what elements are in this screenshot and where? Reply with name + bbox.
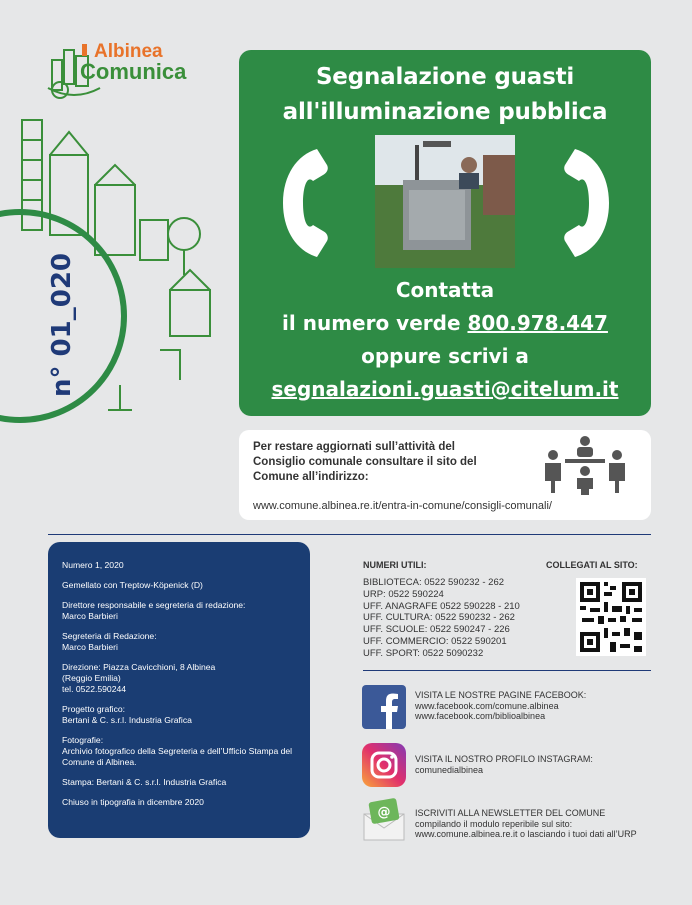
- photos-text: Archivio fotografico della Segreteria e dell’Ufficio Stampa del Comune di Albinea.: [62, 746, 293, 767]
- council-url-link[interactable]: www.comune.albinea.re.it/entra-in-comune/consigli-comunali/: [253, 500, 552, 512]
- useful-numbers-title: NUMERI UTILI:: [363, 560, 427, 570]
- graphics-name: Bertani & C. s.r.l. Industria Grafica: [62, 715, 192, 725]
- instagram-block: [415, 754, 593, 775]
- facebook-title: VISITA LE NOSTRE PAGINE FACEBOOK:: [415, 690, 587, 700]
- facebook-icon[interactable]: [362, 685, 406, 729]
- contact-line3: oppure scrivi a: [361, 344, 529, 368]
- newsletter-title: ISCRIVITI ALLA NEWSLETTER DEL COMUNE: [415, 808, 606, 818]
- instagram-icon[interactable]: [362, 743, 406, 787]
- colophon-box: [48, 542, 310, 838]
- logo-line2: Comunica: [80, 59, 187, 84]
- colophon-print: Stampa: Bertani & C. s.r.l. Industria Grafica: [62, 777, 227, 787]
- number-item: UFF. COMMERCIO: 0522 590201: [363, 635, 507, 647]
- newsletter-email-icon[interactable]: [360, 798, 408, 844]
- banner-title: [239, 60, 651, 130]
- banner-title-line1: Segnalazione guasti: [315, 64, 575, 90]
- number-item: URP: 0522 590224: [363, 588, 444, 600]
- svg-text:@: @: [377, 805, 391, 820]
- director-name: Marco Barbieri: [62, 611, 118, 621]
- facebook-block: [415, 690, 586, 722]
- streetlight-fault-banner: [239, 50, 651, 416]
- council-info-text: Per restare aggiornati sull’attività del Consiglio comunale consultare il sito del Comune all’indirizzo:: [253, 441, 477, 483]
- graphics-label: Progetto grafico:: [62, 704, 126, 714]
- colophon-director: [62, 600, 302, 622]
- contact-line1: Contatta: [395, 278, 495, 302]
- secretary-name: Marco Barbieri: [62, 642, 118, 652]
- colophon-closed: Chiuso in tipografia in dicembre 2020: [62, 797, 204, 807]
- colophon-secretary: [62, 631, 302, 653]
- issue-number: n° 01_020: [47, 253, 77, 398]
- newsletter-line1: compilando il modulo reperibile sul sito:: [415, 818, 573, 829]
- colophon-issue: Numero 1, 2020: [62, 560, 124, 570]
- site-link-title: COLLEGATI AL SITO:: [546, 560, 638, 570]
- colophon-twinned: Gemellato con Treptow-Köpenick (D): [62, 580, 203, 590]
- logo-line1: Albinea: [94, 41, 163, 62]
- newsletter-block: [415, 808, 637, 840]
- instagram-link[interactable]: comunedialbinea: [415, 764, 484, 775]
- instagram-title: VISITA IL NOSTRO PROFILO INSTAGRAM:: [415, 754, 593, 764]
- number-item: UFF. CULTURA: 0522 590232 - 262: [363, 612, 515, 624]
- photos-label: Fotografie:: [62, 735, 104, 745]
- contact-block: [239, 274, 651, 406]
- number-item: UFF. SPORT: 0522 5090232: [363, 647, 484, 659]
- divider: [363, 670, 651, 671]
- number-item: UFF. SCUOLE: 0522 590247 - 226: [363, 624, 510, 636]
- facebook-link-comune[interactable]: www.facebook.com/comune.albinea: [415, 700, 559, 711]
- address-line1: Direzione: Piazza Cavicchioni, 8 Albinea: [62, 662, 216, 672]
- secretary-label: Segreteria di Redazione:: [62, 631, 157, 641]
- banner-title-line2: all'illuminazione pubblica: [282, 99, 608, 125]
- qr-code-icon[interactable]: [576, 578, 646, 656]
- number-item: UFF. ANAGRAFE 0522 590228 - 210: [363, 600, 520, 612]
- colophon-photos: [62, 735, 302, 768]
- phone-handset-right-icon: [557, 145, 615, 261]
- phone-handset-left-icon: [277, 145, 335, 261]
- meeting-people-icon: [539, 435, 631, 495]
- colophon-address: [62, 662, 302, 695]
- contact-line2-prefix: il numero verde: [282, 311, 468, 335]
- fault-email-link[interactable]: segnalazioni.guasti@citelum.it: [271, 377, 619, 401]
- toll-free-number-link[interactable]: 800.978.447: [467, 311, 608, 335]
- useful-numbers-list: [363, 577, 520, 660]
- facebook-link-biblio[interactable]: www.facebook.com/biblioalbinea: [415, 711, 546, 721]
- council-info-box: [239, 430, 651, 520]
- colophon-graphics: [62, 704, 302, 726]
- director-label: Direttore responsabile e segreteria di redazione:: [62, 600, 246, 610]
- newsletter-line2[interactable]: www.comune.albinea.re.it o lasciando i tuoi dati all’URP: [415, 829, 637, 839]
- address-tel: tel. 0522.590244: [62, 684, 127, 694]
- lift-worker-photo: [375, 135, 515, 268]
- divider: [48, 534, 651, 535]
- number-item: BIBLIOTECA: 0522 590232 - 262: [363, 577, 505, 588]
- address-line2: (Reggio Emilia): [62, 673, 121, 683]
- albinea-comunica-logo: [46, 38, 196, 102]
